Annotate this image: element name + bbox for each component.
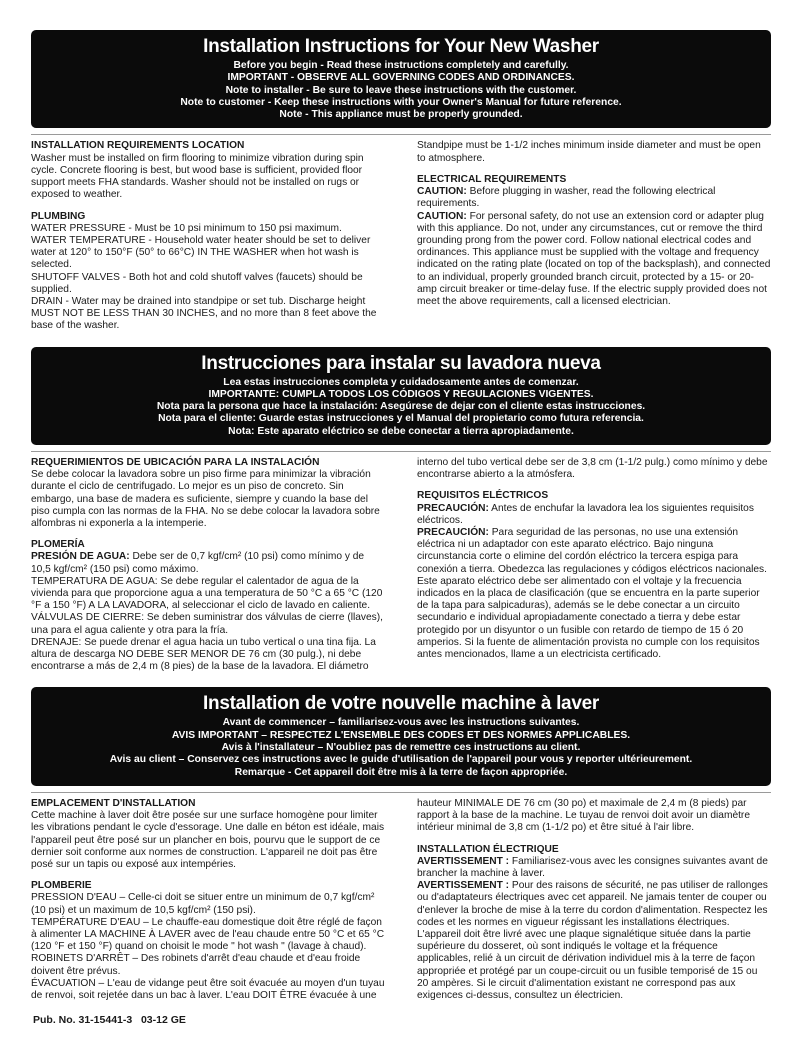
banner-line: Nota para el cliente: Guarde estas instrucciones y el Manual del propietario como futura referencia. xyxy=(158,413,644,425)
paragraph-text: PRESSION D'EAU – Celle-ci doit se situer entre un minimum de 0,7 kgf/cm² (10 psi) et un maximum de 10,5 kgf/cm² (150 psi). xyxy=(31,892,375,916)
paragraph-text: TEMPERATURA DE AGUA: Se debe regular el calentador de agua de la vivienda para que proporcione agua a una temperatura de 50 °C a 65 °C (120 °F a 150 °F) A LA LAVADORA, al seleccionar el ciclo de lavado en caliente. xyxy=(31,575,383,612)
section-heading: EMPLACEMENT D'INSTALLATION xyxy=(31,797,196,809)
divider-rule xyxy=(31,451,771,452)
column-right xyxy=(417,140,771,332)
paragraph-text: TEMPÉRATURE D'EAU – Le chauffe-eau domestique doit être réglé de façon à alimenter LA MACHINE À LAVER avec de l'eau chaude entre 50 °C et 65 °C (120 °F et 150 °F) quand on choisit le mode " hot wash " (lavage à chaud). xyxy=(31,916,385,953)
paragraph-text: Cette machine à laver doit être posée sur une surface homogène pour limiter les vibrations pendant le cycle d'essorage. Une dalle en béton est idéale, mais l'appareil peut être posé sur un plancher en bois, pourvu que le support de ce dernier soit conforme aux normes de construction. L'appareil ne doit pas être posé sur un tapis ou exposé aux intempéries. xyxy=(31,810,385,870)
paragraph-text: ROBINETS D'ARRÊT – Des robinets d'arrêt d'eau chaude et d'eau froide doivent être prévus. xyxy=(31,953,361,977)
paragraph xyxy=(31,551,385,575)
column-right xyxy=(417,457,771,673)
paragraph xyxy=(417,856,771,880)
column-left xyxy=(31,457,385,673)
banner-title: Installation de votre nouvelle machine à laver xyxy=(203,693,599,715)
column-left xyxy=(31,798,385,1002)
paragraph xyxy=(31,153,385,202)
section-heading: INSTALLATION ÉLECTRIQUE xyxy=(417,843,559,855)
section-french xyxy=(31,687,771,1002)
paragraph-text: SHUTOFF VALVES - Both hot and cold shutoff valves (faucets) should be supplied. xyxy=(31,271,363,295)
columns-french xyxy=(31,798,771,1002)
banner-english xyxy=(31,30,771,128)
paragraph-text: DRENAJE: Se puede drenar el agua hacia un tubo vertical o una tina fija. La altura de descarga NO DEBE SER MENOR DE 76 cm (30 pulg.), ni debe encontrarse a más de 2,4 m (8 pies) de la base de la lavadora. El diámetro xyxy=(31,636,376,673)
banner-line: IMPORTANTE: CUMPLA TODOS LOS CÓDIGOS Y REGULACIONES VIGENTES. xyxy=(208,388,594,400)
banner-title: Instrucciones para instalar su lavadora nueva xyxy=(201,352,601,374)
paragraph xyxy=(417,186,771,210)
section-heading: REQUERIMIENTOS DE UBICACIÓN PARA LA INSTALACIÓN xyxy=(31,457,320,469)
paragraph-text: Standpipe must be 1-1/2 inches minimum inside diameter and must be open to atmosphere. xyxy=(417,140,761,164)
banner-line: Note - This appliance must be properly grounded. xyxy=(279,109,523,121)
paragraph xyxy=(31,272,385,296)
banner-line: Before you begin - Read these instructions completely and carefully. xyxy=(233,60,569,71)
paragraph xyxy=(417,880,771,1002)
paragraph-lead: PRESIÓN DE AGUA: xyxy=(31,551,130,563)
paragraph-text: interno del tubo vertical debe ser de 3,8 cm (1-1/2 pulg.) como mínimo y debe encontrarse abierto a la atmósfera. xyxy=(417,457,768,481)
banner-line: Nota: Este aparato eléctrico se debe conectar a tierra apropiadamente. xyxy=(228,425,574,437)
paragraph xyxy=(31,296,385,333)
section-heading: PLOMERÍA xyxy=(31,539,85,551)
paragraph-lead: CAUTION: xyxy=(417,186,467,198)
banner-line: AVIS IMPORTANT – RESPECTEZ L'ENSEMBLE DES CODES ET DES NORMES APPLICABLES. xyxy=(171,729,631,741)
banner-line: Remarque - Cet appareil doit être mis à la terre de façon appropriée. xyxy=(234,766,568,778)
column-right xyxy=(417,798,771,1002)
divider-rule xyxy=(31,134,771,135)
banner-line: Avis au client – Conservez ces instructions avec le guide d'utilisation de l'appareil pour vous y reporter ultérieurement. xyxy=(109,754,693,766)
paragraph-text: Para seguridad de las personas, no use una extensión eléctrica ni un adaptador con este aparato eléctrico. Bajo ninguna circunstancia corte o elimine del cordón eléctrico la tercera espiga para conexión a tierra. Obedezca las regulaciones y códigos eléctricos nacionales. Este aparato eléctrico debe ser alimentado con el voltaje y la frecuencia indicados en la placa de clasificación (que se encuentra en la parte superior de la tapa para salpicaduras), además se le debe conectar a un circuito secundario e individual apropiadamente conectado a tierra y debe estar protegido por un disyuntor o un fusible con retardo de tiempo de 15 ó 20 amperios. Si la fuente de alimentación provista no cumple con los requisitos antes mencionados, llame a un electricista certificado. xyxy=(417,527,767,661)
section-spanish xyxy=(31,347,771,674)
paragraph xyxy=(31,469,385,530)
paragraph-lead: PRECAUCIÓN: xyxy=(417,527,489,539)
section-heading: ELECTRICAL REQUIREMENTS xyxy=(417,173,567,185)
paragraph-lead: AVERTISSEMENT : xyxy=(417,855,510,867)
paragraph xyxy=(31,612,385,636)
paragraph-lead: PRECAUCIÓN: xyxy=(417,502,489,514)
paragraph-text: WATER PRESSURE - Must be 10 psi minimum to 150 psi maximum. xyxy=(31,222,342,234)
banner-line: Note to customer - Keep these instructions with your Owner's Manual for future reference. xyxy=(180,96,622,108)
banner-spanish xyxy=(31,347,771,445)
paragraph-text: DRAIN - Water may be drained into standpipe or set tub. Discharge height MUST NOT BE LESS THAN 30 INCHES, and no more than 8 feet above the base of the washer. xyxy=(31,295,377,332)
paragraph xyxy=(417,457,771,481)
section-heading: PLUMBING xyxy=(31,210,86,222)
paragraph xyxy=(31,223,385,235)
paragraph xyxy=(31,576,385,613)
paragraph-text: Pour des raisons de sécurité, ne pas utiliser de rallonges ou d'adaptateurs électriques avec cet appareil. Ne jamais tenter de couper ou d'enlever la broche de mise à la terre du cordon d'alimentation. Respectez les codes et les normes en vigueur régissant les installations électriques. L'appareil doit être livré avec une plaque signalétique située dans la partie supérieure du dosseret, où sont indiqués le voltage et la fréquence applicables, relié à un circuit de dérivation individuel mis à la terre de façon appropriée et protégé par un coupe-circuit ou un fusible temporisé de 15 ou 20 ampères. Si le circuit d'alimentation existant ne correspond pas aux exigences ci-dessus, consultez un électricien. xyxy=(417,880,768,1001)
banner-line: Nota para la persona que hace la instalación: Asegúrese de dejar con el cliente estas instrucciones. xyxy=(156,401,646,413)
banner-line: IMPORTANT - OBSERVE ALL GOVERNING CODES AND ORDINANCES. xyxy=(227,72,575,84)
section-heading: REQUISITOS ELÉCTRICOS xyxy=(417,490,549,502)
column-left xyxy=(31,140,385,332)
publication-number: Pub. No. 31-15441-3 03-12 GE xyxy=(33,1014,186,1026)
paragraph-text: Debe ser de 0,7 kgf/cm² (10 psi) como mínimo y de 10,5 kgf/cm² (150 psi) como máximo. xyxy=(31,551,365,575)
paragraph-text: For personal safety, do not use an extension cord or adapter plug with this appliance. Do not, under any circumstances, cut or remove the third grounding prong from the power cord. Follow national electrical codes and ordinances. This appliance must be supplied with the voltage and frequency indicated on the rating plate (located on top of the backsplash), and connected to an individual, properly grounded branch circuit, protected by a 15- or 20-amp circuit breaker or time-delay fuse. If the electric supply provided does not meet the above requirements, call a licensed electrician. xyxy=(417,210,771,307)
banner-french xyxy=(31,687,771,785)
banner-line: Avant de commencer – familiarisez-vous avec les instructions suivantes. xyxy=(222,717,580,729)
banner-line: Lea estas instrucciones completa y cuidadosamente antes de comenzar. xyxy=(223,376,579,388)
paragraph xyxy=(417,211,771,309)
divider-rule xyxy=(31,792,771,793)
paragraph-text: hauteur MINIMALE DE 76 cm (30 po) et maximale de 2,4 m (8 pieds) par rapport à la base de la machine. Le tuyau de renvoi doit avoir un diamètre intérieur minimal de 3,8 cm (1-1/2 po) et être situé à l'air libre. xyxy=(417,797,750,834)
paragraph xyxy=(417,503,771,527)
paragraph-text: Before plugging in washer, read the following electrical requirements. xyxy=(417,186,716,210)
paragraph-text: VÁLVULAS DE CIERRE: Se deben suministrar dos válvulas de cierre (llaves), una para el agua caliente y otra para la fría. xyxy=(31,612,383,636)
paragraph xyxy=(31,637,385,674)
paragraph xyxy=(31,810,385,871)
section-heading: PLOMBERIE xyxy=(31,880,92,892)
columns-english xyxy=(31,140,771,332)
paragraph xyxy=(31,953,385,977)
paragraph-lead: AVERTISSEMENT : xyxy=(417,880,510,892)
paragraph xyxy=(31,892,385,916)
paragraph-text: ÉVACUATION – L'eau de vidange peut être soit évacuée au moyen d'un tuyau de renvoi, soit rejetée dans un bac à laver. L'eau DOIT ÊTRE évacuée à une xyxy=(31,977,385,1001)
paragraph-text: Familiarisez-vous avec les consignes suivantes avant de brancher la machine à laver. xyxy=(417,855,768,879)
section-heading: INSTALLATION REQUIREMENTS LOCATION xyxy=(31,140,245,152)
paragraph-text: WATER TEMPERATURE - Household water heater should be set to deliver water at 120° to 150°F (50° to 66°C) IN THE WASHER when hot wash is selected. xyxy=(31,234,371,271)
columns-spanish xyxy=(31,457,771,673)
banner-line: Avis à l'installateur – N'oubliez pas de remettre ces instructions au client. xyxy=(221,742,581,754)
paragraph xyxy=(417,527,771,661)
paragraph-lead: CAUTION: xyxy=(417,210,467,222)
paragraph xyxy=(417,798,771,835)
paragraph xyxy=(417,140,771,164)
section-english xyxy=(31,30,771,333)
paragraph-text: Antes de enchufar la lavadora lea los siguientes requisitos eléctricos. xyxy=(417,502,754,526)
paragraph-text: Se debe colocar la lavadora sobre un piso firme para minimizar la vibración durante el ciclo de centrifugado. Lo mejor es un piso de concreto. Sin embargo, una base de madera es suficiente, siempre y cuando la base del piso cumpla con las normas de la FHA. No se debe colocar la lavadora sobre alfombras ni exponerla a la intemperie. xyxy=(31,469,380,530)
banner-line: Note to installer - Be sure to leave these instructions with the customer. xyxy=(225,84,577,96)
banner-title: Installation Instructions for Your New Washer xyxy=(203,36,599,57)
paragraph-text: Washer must be installed on firm flooring to minimize vibration during spin cycle. Concrete flooring is best, but wood base is sufficient, provided floor support meets FHA standards. Washer should not be installed on rugs or exposed to weather. xyxy=(31,152,364,201)
paragraph xyxy=(31,235,385,272)
paragraph xyxy=(31,978,385,1002)
paragraph xyxy=(31,917,385,954)
